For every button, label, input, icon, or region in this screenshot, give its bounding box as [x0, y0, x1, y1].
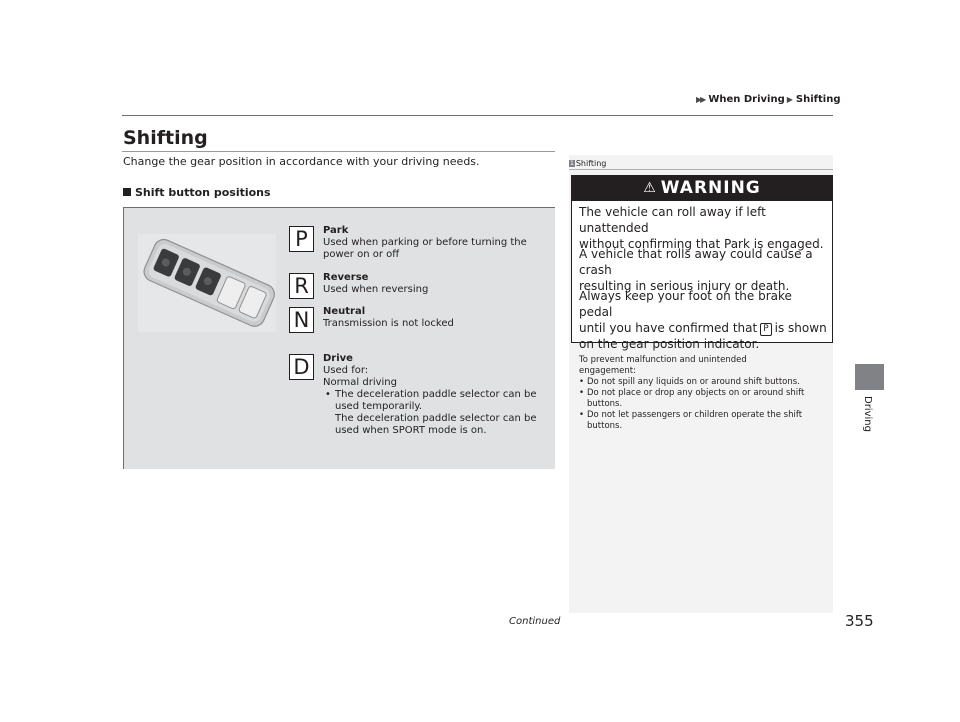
breadcrumb-level2[interactable]: Shifting: [795, 94, 841, 105]
intro-text: Change the gear position in accordance with your driving needs.: [123, 155, 480, 168]
chapter-tab-marker: [855, 364, 884, 390]
list-item: • Do not spill any liquids on or around shift buttons.: [587, 377, 829, 388]
list-item: • Do not place or drop any objects on or around shift buttons.: [587, 388, 829, 410]
page-title: Shifting: [123, 127, 208, 149]
gear-d-description: Drive Used for: Normal driving • The deceleration paddle selector can be used temporarily. The deceleration paddle selector can be used when SPORT mode is on.: [323, 353, 543, 437]
title-rule: [122, 151, 555, 152]
warning-paragraph: The vehicle can roll away if left unattended without confirming that Park is engaged.: [579, 205, 824, 251]
page-number: 355: [845, 612, 874, 630]
gear-n-symbol: N: [289, 307, 314, 333]
warning-triangle-icon: ⚠: [643, 180, 657, 196]
gear-n-description: Neutral Transmission is not locked: [323, 306, 454, 329]
gear-r-symbol: R: [289, 273, 314, 299]
sidebar-reference[interactable]: 1 Shifting: [570, 159, 607, 168]
list-item: • The deceleration paddle selector can be used temporarily. The deceleration paddle selector can be used when SPORT mode is on.: [335, 389, 543, 437]
gear-p-description: Park Used when parking or before turning the power on or off: [323, 225, 527, 260]
breadcrumb: [696, 94, 840, 105]
double-arrow-icon: ▶▶: [696, 95, 705, 104]
header-rule: [122, 115, 833, 116]
section-heading: Shift button positions: [123, 186, 271, 199]
gear-d-symbol: D: [289, 354, 314, 380]
park-indicator-icon: P: [760, 323, 771, 336]
breadcrumb-level1[interactable]: When Driving: [708, 94, 785, 105]
gear-p-symbol: P: [289, 226, 314, 252]
warning-paragraph: Always keep your foot on the brake pedal until you have confirmed that P is shown on the gear position indicator.: [579, 289, 827, 351]
sidebar-notes: To prevent malfunction and unintended engagement: • Do not spill any liquids on or around shift buttons. • Do not place or drop any objects on or around shift buttons. • Do not let passengers or children operate the shift buttons.: [579, 355, 829, 432]
warning-paragraph: A vehicle that rolls away could cause a crash resulting in serious injury or death.: [579, 247, 813, 293]
gear-r-description: Reverse Used when reversing: [323, 272, 429, 295]
chapter-tab-label[interactable]: Driving: [862, 396, 873, 432]
shift-console-illustration: [138, 234, 276, 332]
arrow-icon: ▶: [786, 95, 793, 104]
sidebar-rule: [569, 169, 833, 170]
continued-label: Continued: [509, 616, 561, 627]
shift-buttons-photo: [138, 234, 276, 332]
list-item: • Do not let passengers or children operate the shift buttons.: [587, 410, 829, 432]
square-bullet-icon: [123, 188, 131, 196]
warning-header: ⚠ WARNING: [572, 176, 832, 201]
